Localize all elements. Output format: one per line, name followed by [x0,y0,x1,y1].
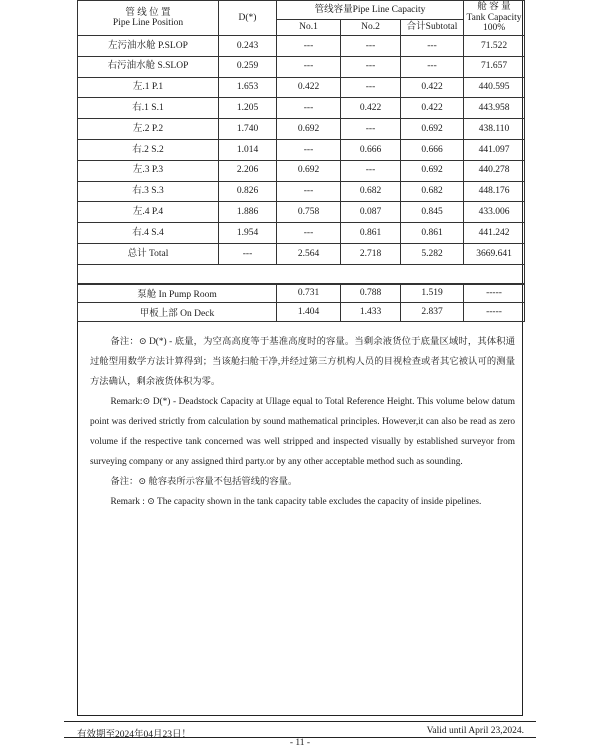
header-capacity-group: 管线容量Pipe Line Capacity [277,1,464,20]
cell-pos: 左.2 P.2 [78,119,219,140]
cell-pos: 左污油水舱 P.SLOP [78,36,219,57]
validity-en: Valid until April 23,2024. [426,726,524,736]
spacer-row [78,264,525,284]
cell-tank: 440.278 [464,160,525,181]
table-row [78,77,525,98]
cell-sub: --- [401,36,464,57]
cell-no2: 0.682 [341,181,401,202]
cell-no2: --- [341,36,401,57]
header-no2: No.2 [341,20,401,36]
validity-cn: 有效期至2024年04月23日！ [77,730,192,740]
cell-pos: 左.4 P.4 [78,202,219,223]
cell-pos: 右.2 S.2 [78,139,219,160]
cell-no1: 0.731 [277,284,341,303]
cell-sub: 0.692 [401,119,464,140]
remarks [90,332,515,512]
header-tank-en: Tank Capacity [466,12,522,23]
page-number: - 11 - [289,738,311,748]
cell-no1: --- [277,139,341,160]
cell-tank: 441.242 [464,223,525,244]
cell-tank: 3669.641 [464,243,525,264]
cell-no2: 0.861 [341,223,401,244]
cell-sub: 5.282 [401,243,464,264]
pump-row [78,284,525,303]
cell-tank: 440.595 [464,77,525,98]
cell-d: 1.653 [219,77,277,98]
cell-tank: 443.958 [464,98,525,119]
cell-d: 0.259 [219,56,277,77]
remark-en-2: Remark : ⊙ The capacity shown in the tank capacity table excludes the capacity of inside pipelines. [110,497,482,507]
cell-pos: 左.3 P.3 [78,160,219,181]
cell-sub: 1.519 [401,284,464,303]
cell-no1: --- [277,36,341,57]
cell-pos: 右.3 S.3 [78,181,219,202]
cell-tank: ----- [464,303,525,322]
cell-tank: 71.657 [464,56,525,77]
table-row [78,202,525,223]
cell-pos: 甲板上部 On Deck [78,303,277,322]
cell-no2: --- [341,77,401,98]
cell-no1: 0.692 [277,160,341,181]
cell-no2: --- [341,56,401,77]
cell-sub: --- [401,56,464,77]
table-row [78,181,525,202]
cell-no1: --- [277,223,341,244]
cell-sub: 0.422 [401,98,464,119]
cell-d: 0.826 [219,181,277,202]
table-row [78,139,525,160]
cell-no2: 0.087 [341,202,401,223]
cell-no1: 0.422 [277,77,341,98]
table-row [78,160,525,181]
pump-deck-table [77,283,525,322]
remark-cn-1: 备注：⊙ D(*) - 底量，为空高高度等于基准高度时的容量。当剩余液货位于底量区域时，其体积通过舱型用数学方法计算得到；当该舱扫舱干净,并经过第三方机构人员的目视检查或者其它被认可的测量方法确认，剩余液货体积为零。 [90,337,515,387]
table-row [78,98,525,119]
cell-no1: --- [277,181,341,202]
cell-no2: 2.718 [341,243,401,264]
cell-sub: 2.837 [401,303,464,322]
cell-no1: --- [277,56,341,77]
cell-sub: 0.861 [401,223,464,244]
cell-no1: 2.564 [277,243,341,264]
cell-tank: 433.006 [464,202,525,223]
cell-pos: 右.4 S.4 [78,223,219,244]
cell-d: 1.740 [219,119,277,140]
cell-sub: 0.682 [401,181,464,202]
cell-pos: 总计 Total [78,243,219,264]
pump-row [78,303,525,322]
cell-d: 1.886 [219,202,277,223]
cell-no2: 0.666 [341,139,401,160]
header-subtotal: 合计Subtotal [401,20,464,36]
cell-d: 1.205 [219,98,277,119]
cell-no2: --- [341,160,401,181]
header-position-en: Pipe Line Position [112,18,184,28]
cell-d: --- [219,243,277,264]
cell-d: 2.206 [219,160,277,181]
cell-d: 1.954 [219,223,277,244]
header-tank-pct: 100% [482,23,506,34]
cell-pos: 右污油水舱 S.SLOP [78,56,219,77]
cell-no2: --- [341,119,401,140]
cell-sub: 0.692 [401,160,464,181]
cell-no2: 1.433 [341,303,401,322]
header-position [78,1,219,36]
cell-d: 1.014 [219,139,277,160]
header-d: D(*) [219,1,277,36]
cell-no1: --- [277,98,341,119]
cell-tank: 71.522 [464,36,525,57]
cell-sub: 0.845 [401,202,464,223]
header-position-cn: 管 线 位 置 [125,7,171,18]
table-row [78,223,525,244]
cell-tank: 441.097 [464,139,525,160]
cell-pos: 左.1 P.1 [78,77,219,98]
cell-tank: 448.176 [464,181,525,202]
cell-sub: 0.422 [401,77,464,98]
header-tank-cn: 舱 容 量 [477,2,511,13]
table-row [78,36,525,57]
pipe-line-capacity-table [77,0,525,285]
cell-tank: 438.110 [464,119,525,140]
remark-cn-2: 备注：⊙ 舱容表所示容量不包括管线的容量。 [110,477,298,487]
cell-d: 0.243 [219,36,277,57]
header-no1: No.1 [277,20,341,36]
cell-no1: 0.758 [277,202,341,223]
cell-pos: 右.1 S.1 [78,98,219,119]
table-row [78,243,525,264]
table-row [78,119,525,140]
table-row [78,56,525,77]
cell-no1: 0.692 [277,119,341,140]
cell-no2: 0.788 [341,284,401,303]
footer-rule-top [64,721,536,722]
cell-no1: 1.404 [277,303,341,322]
remark-en-1: Remark:⊙ D(*) - Deadstock Capacity at Ullage equal to Total Reference Height. This volume below datum point was derived strictly from calculation by sound mathematical principles. However,it can also be read as zero volume if the respective tank concerned was well stripped and inspected visually by established surveyor from surveying company or any assigned third party.or by any other acceptable method such as sounding. [90,397,515,467]
cell-pos: 泵舱 In Pump Room [78,284,277,303]
header-tank-capacity [464,1,525,36]
cell-sub: 0.666 [401,139,464,160]
cell-no2: 0.422 [341,98,401,119]
cell-tank: ----- [464,284,525,303]
